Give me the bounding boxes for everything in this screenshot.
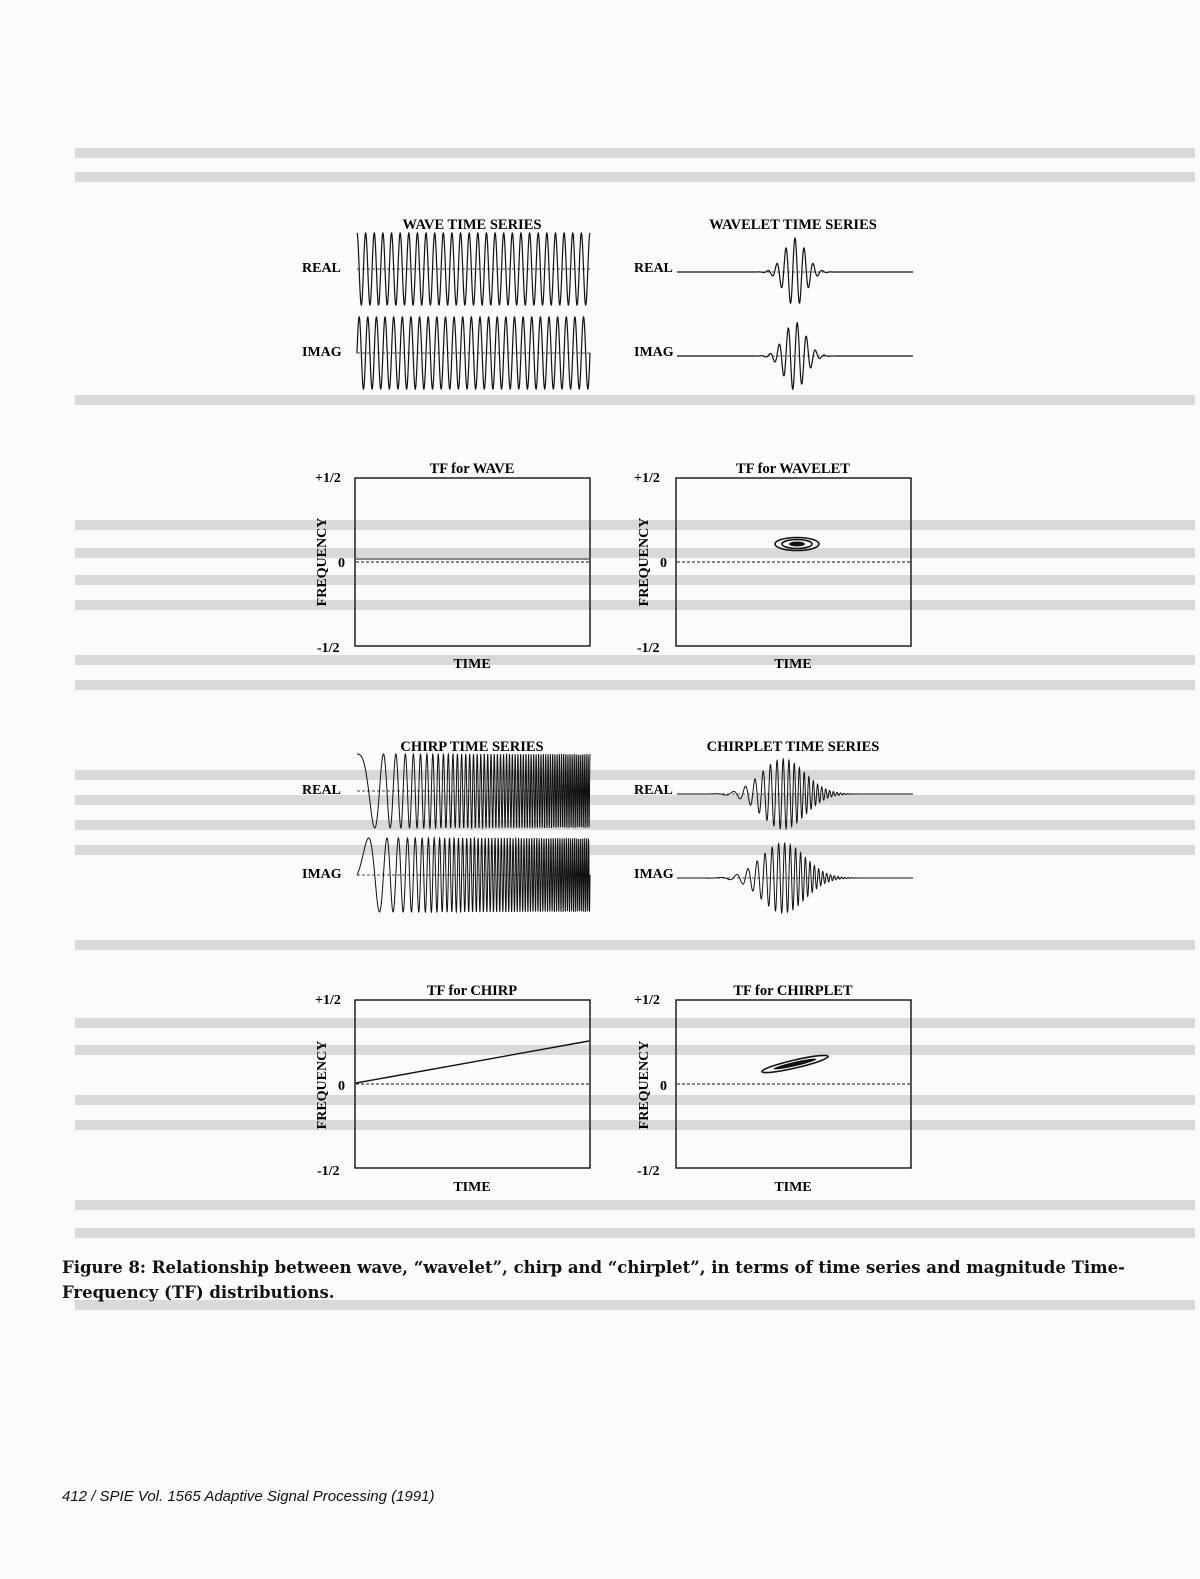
panel-title-tf-wavelet: TF for WAVELET — [736, 461, 850, 477]
panel-title-tf-chirplet: TF for CHIRPLET — [733, 983, 853, 999]
y-tick-top: +1/2 — [315, 471, 341, 486]
chirplet-imag-signal — [677, 843, 913, 913]
y-axis-label: FREQUENCY — [637, 517, 652, 607]
y-tick-zero: 0 — [660, 556, 667, 571]
y-axis-label: FREQUENCY — [637, 1040, 652, 1130]
x-axis-label: TIME — [453, 657, 491, 672]
panel-title-chirplet-time-series: CHIRPLET TIME SERIES — [706, 739, 880, 755]
label-imag: IMAG — [302, 345, 342, 360]
x-axis-label: TIME — [453, 1180, 491, 1195]
label-real: REAL — [634, 783, 673, 798]
label-imag: IMAG — [634, 867, 674, 882]
tf-chirplet-blob — [761, 1052, 829, 1075]
label-real: REAL — [634, 261, 673, 276]
y-tick-zero: 0 — [660, 1079, 667, 1094]
chirp-real-signal — [357, 754, 590, 828]
panel-title-chirp-time-series: CHIRP TIME SERIES — [400, 739, 544, 755]
y-tick-zero: 0 — [338, 556, 345, 571]
y-tick-bottom: -1/2 — [637, 641, 660, 656]
panel-title-tf-wave: TF for WAVE — [429, 461, 515, 477]
y-tick-bottom: -1/2 — [317, 641, 340, 656]
wavelet-real-signal — [677, 238, 913, 303]
wavelet-imag-signal — [677, 323, 913, 390]
y-axis-label: FREQUENCY — [315, 517, 330, 607]
y-tick-bottom: -1/2 — [637, 1164, 660, 1179]
panel-title-wavelet-time-series: WAVELET TIME SERIES — [709, 217, 877, 233]
label-imag: IMAG — [302, 867, 342, 882]
label-imag: IMAG — [634, 345, 674, 360]
label-real: REAL — [302, 783, 341, 798]
y-axis-label: FREQUENCY — [315, 1040, 330, 1130]
label-real: REAL — [302, 261, 341, 276]
y-tick-top: +1/2 — [634, 471, 660, 486]
panel-title-wave-time-series: WAVE TIME SERIES — [402, 217, 542, 233]
x-axis-label: TIME — [774, 1180, 812, 1195]
chirplet-real-signal — [677, 759, 913, 829]
tf-wavelet-blob — [775, 538, 819, 551]
figure-caption: Figure 8: Relationship between wave, “wavelet”, chirp and “chirplet”, in terms of time series and magnitude Time-Frequency (TF) distributions. — [62, 1258, 1125, 1302]
panel-title-tf-chirp: TF for CHIRP — [426, 983, 518, 999]
wave-imag-signal — [357, 317, 590, 389]
chirp-imag-signal — [357, 838, 590, 912]
tf-chirp-signal-line — [356, 1041, 589, 1083]
x-axis-label: TIME — [774, 657, 812, 672]
y-tick-top: +1/2 — [315, 993, 341, 1008]
tf-wavelet-contour — [789, 542, 805, 547]
y-tick-top: +1/2 — [634, 993, 660, 1008]
wave-real-signal — [357, 233, 590, 305]
page-footer: 412 / SPIE Vol. 1565 Adaptive Signal Processing (1991) — [62, 1488, 435, 1505]
wavelet-real-trace — [677, 238, 913, 303]
y-tick-zero: 0 — [338, 1079, 345, 1094]
y-tick-bottom: -1/2 — [317, 1164, 340, 1179]
